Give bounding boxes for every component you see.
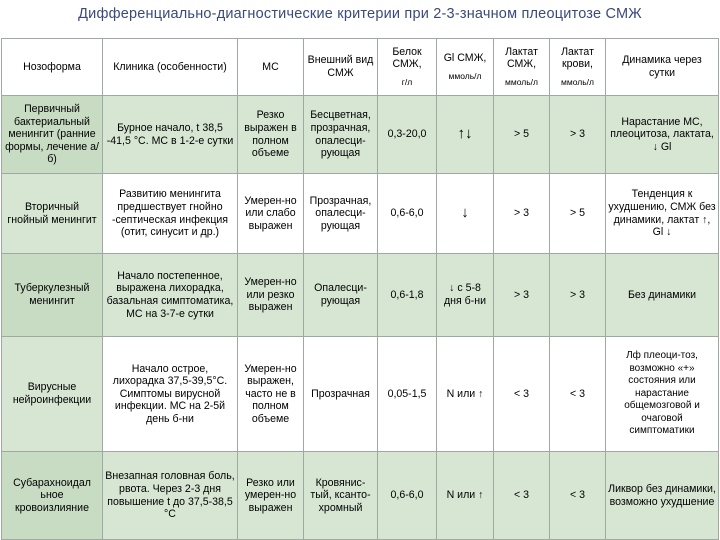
- cell-form: Субарахноидал ьное кровоизлияние: [2, 452, 103, 540]
- cell-gl: N или ↑: [437, 452, 494, 540]
- cell-clinic: Начало острое, лихорадка 37,5-39,5°С. Симптомы вирусной инфекции. МС на 2-5й день б-ни: [103, 337, 238, 452]
- cell-lactate-blood: < 3: [550, 452, 606, 540]
- cell-form: Первичный бактериальный менингит (ранние формы, лечение а/б): [2, 96, 103, 174]
- table-row: [2, 96, 719, 174]
- cell-appearance: Кровянис-тый, ксанто-хромный: [304, 452, 378, 540]
- cell-lactate-csf: > 5: [494, 96, 550, 174]
- table-row: [2, 452, 719, 540]
- header-gl: [437, 39, 494, 96]
- cell-form: Туберкулезный менингит: [2, 254, 103, 337]
- cell-ms: Резко или умерен-но выражен: [238, 452, 304, 540]
- header-lactate-blood: [550, 39, 606, 96]
- cell-lactate-blood: > 3: [550, 254, 606, 337]
- header-protein-label: Белок СМЖ,: [392, 45, 422, 71]
- cell-appearance: Прозрачная, опалесци-рующая: [304, 174, 378, 254]
- table-row: [2, 254, 719, 337]
- cell-dynamics: Лф плеоци-тоз, возможно «+» состояния или нарастание общемозговой и очаговой симптоматики: [606, 337, 719, 452]
- cell-lactate-csf: > 3: [494, 254, 550, 337]
- table-row: [2, 337, 719, 452]
- cell-dynamics: Ликвор без динамики, возможно ухудшение: [606, 452, 719, 540]
- cell-lactate-csf: < 3: [494, 452, 550, 540]
- cell-protein: 0,3-20,0: [378, 96, 437, 174]
- header-form: Нозоформа: [2, 39, 103, 96]
- cell-lactate-csf: < 3: [494, 337, 550, 452]
- cell-clinic: Бурное начало, t 38,5 -41,5 °C. МС в 1-2-е сутки: [103, 96, 238, 174]
- cell-lactate-blood: < 3: [550, 337, 606, 452]
- cell-clinic: Начало постепенное, выражена лихорадка, базальная симптоматика, МС на 3-7-е сутки: [103, 254, 238, 337]
- header-gl-unit: ммоль/л: [448, 70, 482, 81]
- cell-gl: N или ↑: [437, 337, 494, 452]
- page-title: Дифференциально-диагностические критерии при 2-3-значном плеоцитозе СМЖ: [78, 6, 642, 22]
- header-protein-unit: г/л: [401, 76, 413, 87]
- cell-gl: ↑↓: [437, 96, 494, 174]
- cell-dynamics: Тенденция к ухудшению, СМЖ без динамики, лактат ↑, Gl ↓: [606, 174, 719, 254]
- cell-ms: Резко выражен в полном объеме: [238, 96, 304, 174]
- table-row: [2, 174, 719, 254]
- cell-protein: 0,6-6,0: [378, 452, 437, 540]
- header-lactate-csf: [494, 39, 550, 96]
- table-header-row: [2, 39, 719, 96]
- cell-protein: 0,6-1,8: [378, 254, 437, 337]
- cell-dynamics: Без динамики: [606, 254, 719, 337]
- cell-protein: 0,05-1,5: [378, 337, 437, 452]
- cell-protein: 0,6-6,0: [378, 174, 437, 254]
- cell-lactate-blood: > 3: [550, 96, 606, 174]
- header-clinic: Клиника (особенности): [103, 39, 238, 96]
- cell-clinic: Развитию менингита предшествует гнойно -септическая инфекция (отит, синусит и др.): [103, 174, 238, 254]
- header-lactate-csf-label: Лактат СМЖ,: [505, 45, 538, 71]
- cell-ms: Умерен-но выражен, часто не в полном объеме: [238, 337, 304, 452]
- cell-lactate-csf: > 3: [494, 174, 550, 254]
- cell-gl: ↓: [437, 174, 494, 254]
- criteria-table: [1, 38, 719, 540]
- header-gl-label: Gl СМЖ,: [443, 51, 487, 64]
- cell-form: Вирусные нейроинфекции: [2, 337, 103, 452]
- cell-lactate-blood: > 5: [550, 174, 606, 254]
- cell-appearance: Прозрачная: [304, 337, 378, 452]
- header-dynamics: Динамика через сутки: [606, 39, 719, 96]
- header-lactate-blood-unit: ммоль/л: [561, 76, 594, 87]
- cell-clinic: Внезапная головная боль, рвота. Через 2-3 дня повышение t до 37,5-38,5 °С: [103, 452, 238, 540]
- header-protein: [378, 39, 437, 96]
- cell-gl: ↓ с 5-8 дня б-ни: [437, 254, 494, 337]
- header-appearance: Внешний вид СМЖ: [304, 39, 378, 96]
- cell-appearance: Опалесци-рующая: [304, 254, 378, 337]
- cell-form: Вторичный гнойный менингит: [2, 174, 103, 254]
- cell-appearance: Бесцветная, прозрачная, опалесци-рующая: [304, 96, 378, 174]
- cell-ms: Умерен-но или резко выражен: [238, 254, 304, 337]
- header-lactate-csf-unit: ммоль/л: [505, 76, 538, 87]
- cell-dynamics: Нарастание МС, плеоцитоза, лактата, ↓ Gl: [606, 96, 719, 174]
- header-ms: МС: [238, 39, 304, 96]
- header-lactate-blood-label: Лактат крови,: [561, 45, 594, 71]
- cell-ms: Умерен-но или слабо выражен: [238, 174, 304, 254]
